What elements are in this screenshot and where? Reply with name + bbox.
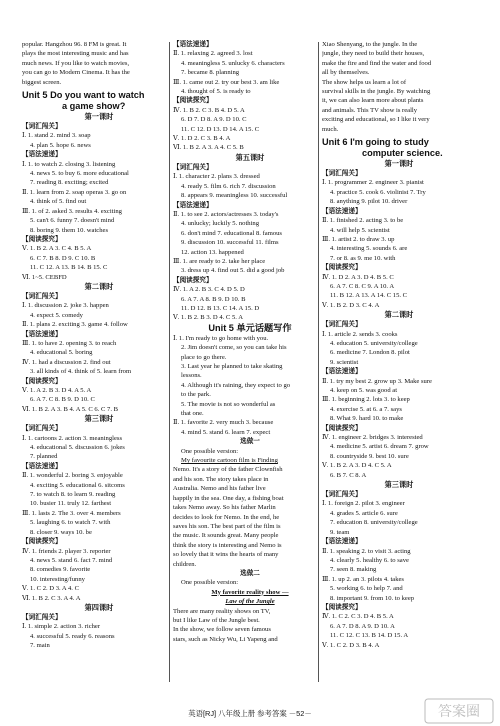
- answer-line: Ⅱ. 1. try my best 2. grow up 3. Make sure: [322, 377, 432, 385]
- answer-line-cont: 6. medicine 7. London 8. pilot: [330, 349, 410, 357]
- answer-line-cont: 11. C 12. A 13. B 14. B 15. C: [30, 264, 108, 272]
- intro-paragraph: [22, 40, 176, 87]
- answer-line-cont: 4. news 5. to buy 6. more educational: [30, 170, 129, 178]
- option-two-heading: 选做二: [240, 569, 260, 577]
- answer-line-cont: 6. D 7. D 8. A 9. D 10. C: [181, 116, 247, 124]
- essay2-body: [173, 607, 327, 645]
- section-tag: 【词汇闯关】: [22, 123, 62, 131]
- section-tag: 【语法速递】: [173, 41, 213, 48]
- answer-line: Ⅴ. 1. A 2. B 3. D 4. A 5. A: [22, 387, 92, 394]
- section-tag: 【语法速递】: [322, 538, 362, 546]
- answer-line: Ⅲ. 1. are ready to 2. take her place: [173, 257, 266, 265]
- answer-line-cont: 4. educational 5. discussion 6. jokes: [30, 444, 125, 452]
- answer-line: Ⅴ. 1. B 2. B 3. D 4. C 5. A: [173, 314, 243, 322]
- answer-line: Ⅴ. 1. B 2. A 3. D 4. C 5. A: [322, 462, 392, 470]
- answer-line: Ⅵ. 1. B 2. C 3. A 4. A: [22, 594, 81, 602]
- lesson4-answers: [22, 613, 176, 651]
- answer-line: Ⅳ. 1. A 2. B 3. C 4. D 5. D: [173, 286, 245, 294]
- answer-line-cont: 8. countryside 9. best 10. sure: [330, 452, 409, 460]
- answer-line: Ⅰ. 1. programmer 2. engineer 3. pianist: [322, 179, 424, 187]
- section-tag: 【阅读探究】: [22, 538, 62, 546]
- prose-line: There are many reality shows on TV,: [173, 607, 271, 615]
- answer-line: Ⅲ. 1. artist 2. to draw 3. up: [322, 235, 395, 243]
- page-footer: 英语[RJ] 八年级上册 参考答案 －52－: [188, 709, 312, 718]
- answer-line-cont: 4. medicine 5. artist 6. dream 7. grow: [330, 443, 429, 451]
- answer-line: Ⅳ. 1. had a discussion 2. find out: [22, 358, 111, 366]
- answer-line-cont: 6. A 7. D 8. A 9. D 10. A: [330, 622, 395, 630]
- lesson1-answers: [22, 122, 176, 282]
- prose-line: much news. If you like to watch movies,: [22, 59, 130, 67]
- answer-line-cont: 6. A 7. C 8. B 9. D 10. C: [30, 396, 95, 404]
- answer-line-cont: 2. Jim doesn't come, so you can take his: [181, 344, 287, 352]
- answer-line-cont: place to go there.: [181, 353, 227, 361]
- writing-answers: [173, 334, 327, 437]
- answer-line-cont: 6. don't mind 7. educational 8. famous: [181, 229, 282, 237]
- prose-line: The show helps us learn a lot of: [322, 78, 407, 86]
- answer-line: Ⅲ. 1. beginning 2. lots 3. to keep: [322, 396, 410, 404]
- answer-line-cont: 7. main: [30, 642, 50, 650]
- answer-line: Ⅰ. 1. character 2. plans 3. dressed: [173, 173, 260, 181]
- watermark-text: 答案圈: [438, 704, 480, 720]
- answer-line-cont: 4. thought of 5. is ready to: [181, 88, 251, 96]
- answer-line-cont: 8. closer 9. ways 10. be: [30, 528, 92, 536]
- section-tag: 【语法速递】: [173, 201, 213, 209]
- answer-line-cont: 7. education 8. university/college: [330, 519, 418, 527]
- section-tag: 【词汇闯关】: [322, 491, 362, 499]
- answer-line: Ⅰ. 1. to watch 2. closing 3. listening: [22, 160, 116, 168]
- column-left: [22, 40, 176, 651]
- section-tag: 【阅读探究】: [22, 377, 62, 385]
- lesson-heading: 第四课时: [84, 602, 114, 612]
- answer-line: Ⅴ. 1. B 2. A 3. C 4. B 5. A: [22, 245, 92, 253]
- answer-line-cont: 4. grades 5. article 6. sure: [330, 509, 398, 517]
- prose-line: jungle, they need to build their houses,: [322, 50, 425, 58]
- lesson-heading: 第二课时: [384, 310, 414, 320]
- section-tag: 【词汇闯关】: [322, 321, 362, 329]
- answer-line: Ⅲ. 1. came out 2. try our best 3. am like: [173, 78, 280, 86]
- column-divider: [318, 42, 319, 682]
- u6-lesson1-answers: [322, 169, 476, 310]
- answer-line-cont: 7. reading 8. exciting; excited: [30, 179, 109, 187]
- answer-line-cont: 4. keep on 5. was good at: [330, 387, 398, 394]
- section-tag: 【阅读探究】: [322, 424, 362, 432]
- prose-line: happily in the sea. One day, a fishing boat: [173, 494, 284, 502]
- answer-line-cont: 11. C 12. D 13. D 14. A 15. C: [181, 125, 260, 133]
- answer-line: Ⅴ. 1. D 2. C 3. B 4. A: [173, 135, 231, 143]
- u6-lesson2-answers: [322, 320, 476, 480]
- section-tag: 【语法速递】: [322, 368, 362, 376]
- prose-line: plays the most interesting music and has: [22, 50, 129, 58]
- prose-line: In the show, we follow seven famous: [173, 626, 271, 634]
- answer-line: Ⅱ. 1. wonderful 2. boring 3. enjoyable: [22, 472, 123, 480]
- answer-line-cont: 3. all kinds of 4. think of 5. learn from: [30, 368, 132, 376]
- unit5-title-line2: a game show?: [62, 101, 126, 112]
- answer-line: Ⅴ. 1. C 2. D 3. B 4. A: [322, 641, 380, 649]
- answer-line-cont: 9. team: [330, 528, 350, 536]
- answer-line: Ⅰ. 1. article 2. sends 3. cooks: [322, 330, 398, 338]
- answer-line-cont: 4. mind 5. stand 6. learn 7. expect: [181, 428, 271, 436]
- lesson-heading: 第一课时: [84, 112, 114, 122]
- lesson-heading: 第三课时: [384, 480, 414, 490]
- answer-line: Ⅵ. 1. B 2. A 3. A 4. C 5. B: [173, 144, 244, 152]
- answer-line-cont: 4. expect 5. comedy: [30, 311, 83, 319]
- section-tag: 【词汇闯关】: [173, 163, 213, 171]
- section-tag: 【阅读探究】: [322, 264, 362, 272]
- answer-line: Ⅳ. 1. C 2. C 3. D 4. B 5. A: [322, 613, 394, 621]
- lesson-heading: 第二课时: [84, 281, 114, 291]
- prose-line: much.: [322, 125, 339, 133]
- section-tag: 【语法速递】: [22, 330, 62, 338]
- column-divider: [169, 42, 170, 682]
- answer-line: Ⅲ. 1. to have 2. opening 3. to reach: [22, 339, 117, 347]
- prose-line: Nemo. It's a story of the father Clownfish: [173, 466, 283, 474]
- prose-line: survival skills in the jungle. By watching: [322, 88, 431, 96]
- answer-line-cont: 8. comedies 9. favorite: [30, 566, 91, 574]
- lesson-heading: 第一课时: [384, 159, 414, 169]
- answer-line-cont: 8. boring 9. them 10. watches: [30, 226, 109, 234]
- answer-line: Ⅱ. 1. learn from 2. soap operas 3. go on: [22, 188, 127, 196]
- answer-line-cont: 5. can't 6. funny 7. doesn't mind: [30, 217, 115, 225]
- answer-line-cont: 4. exercise 5. at 6. a 7. says: [330, 405, 402, 413]
- answer-line-cont: 6. B 7. C 8. A: [330, 471, 367, 479]
- answer-line-cont: lessons.: [181, 372, 202, 380]
- answer-line: Ⅳ. 1. engineer 2. bridges 3. interested: [322, 434, 423, 442]
- section-tag: 【阅读探究】: [173, 97, 213, 105]
- section-tag: 【词汇闯关】: [22, 292, 62, 300]
- unit5-title: Unit 5 Do you want to watch: [22, 90, 145, 101]
- answer-line-cont: 8. important 9. from 10. to keep: [330, 594, 415, 602]
- answer-line-cont: 4. plan 5. hope 6. news: [30, 141, 91, 149]
- lesson-heading: 第三课时: [84, 414, 114, 424]
- prose-line: all by themselves.: [322, 69, 370, 77]
- answer-line-cont: 6. A 7. A 8. B 9. D 10. B: [181, 295, 246, 303]
- lesson3-answers: [22, 424, 176, 603]
- prose-line: decides to look for Nemo. In the end, he: [173, 513, 280, 521]
- answer-line-cont: 6. C 7. B 8. D 9. C 10. B: [30, 254, 96, 262]
- answer-line-cont: 4. news 5. stand 6. fact 7. mind: [30, 556, 113, 564]
- answer-line: Ⅱ. 1. relaxing 2. agreed 3. lost: [173, 50, 253, 58]
- answer-line-cont: 5. working 6. to help 7. and: [330, 585, 403, 593]
- essay1-title-line: My favourite cartoon film is Finding: [181, 457, 278, 465]
- answer-line: Ⅲ. 1. up 2. an 3. pilots 4. takes: [322, 575, 404, 583]
- answer-line-cont: 11. D 12. B 13. C 14. A 15. D: [181, 304, 260, 312]
- prose-line: think the story is interesting and Nemo is: [173, 541, 282, 549]
- answer-line-cont: 8. anything 9. pilot 10. driver: [330, 198, 408, 206]
- answer-line: Ⅰ. 1. I'm ready to go home with you.: [173, 334, 269, 342]
- answer-line: Ⅱ. 1. to see 2. actors/actresses 3. today's: [173, 210, 279, 218]
- essay2-body-cont: [322, 40, 476, 134]
- sample-label: One possible version:: [181, 447, 239, 455]
- answer-line-cont: 8. What 9. hard 10. to make: [330, 415, 404, 423]
- answer-line: Ⅳ. 1. B 2. C 3. B 4. D 5. A: [173, 106, 245, 114]
- answer-line-cont: 7. seen 8. making: [330, 566, 377, 574]
- section-tag: 【阅读探究】: [173, 276, 213, 284]
- answer-line-cont: that one.: [181, 410, 204, 418]
- prose-line: children.: [173, 560, 197, 568]
- prose-line: Xiao Shenyang, to the jungle. In the: [322, 41, 418, 48]
- section-tag: 【语法速递】: [22, 151, 62, 159]
- answer-line: Ⅰ. 1. simple 2. action 3. richer: [22, 623, 101, 631]
- section-tag: 【阅读探究】: [22, 235, 62, 243]
- prose-line: stars, such as Nicky Wu, Li Yapeng and: [173, 635, 278, 643]
- answer-line-cont: 4. exciting 5. educational 6. sitcoms: [30, 481, 125, 489]
- answer-line-cont: 7. or 8. as 9. me 10. with: [330, 254, 396, 262]
- option-one-heading: 选做一: [240, 438, 260, 446]
- answer-line-cont: 5. laughing 6. to watch 7. with: [30, 519, 111, 527]
- answer-line-cont: 11. B 12. A 13. A 14. C 15. C: [330, 292, 408, 300]
- answer-line: Ⅲ. 1. of 2. asked 3. results 4. exciting: [22, 207, 122, 215]
- answer-line: Ⅰ. 1. foreign 2. pilot 3. engineer: [322, 500, 405, 508]
- answer-line: Ⅲ. 1. lasts 2. The 3. over 4. members: [22, 509, 121, 517]
- answer-line-cont: 4. successful 5. ready 6. reasons: [30, 632, 115, 640]
- prose-line: but I like Law of the Jungle best.: [173, 616, 260, 624]
- section-tag: 【语法速递】: [322, 207, 362, 215]
- answer-line: Ⅳ. 1. D 2. A 3. D 4. B 5. C: [322, 273, 394, 281]
- answer-line-cont: 4. Although it's raining, they expect to go: [181, 381, 291, 389]
- answer-line-cont: 6. A 7. C 8. C 9. A 10. A: [330, 282, 395, 290]
- unit6-title: Unit 6 I'm going to study: [322, 137, 429, 148]
- essay2-title-line2: Law of the Jungle: [225, 598, 275, 606]
- lesson5-answers: [173, 163, 327, 323]
- answer-line-cont: 7. planned: [30, 453, 58, 461]
- answer-line-cont: 3. Last year he planned to take skating: [181, 363, 283, 370]
- answer-line-cont: to the park.: [181, 391, 211, 399]
- prose-line: Australia. Nemo and his father live: [173, 485, 266, 493]
- answer-line-cont: 5. The movie is not so wonderful as: [181, 400, 276, 408]
- answer-line: Ⅱ. 1. plans 2. exciting 3. game 4. follow: [22, 321, 128, 329]
- answer-line: Ⅱ. 1. favorite 2. very much 3. because: [173, 419, 274, 427]
- prose-line: popular. Hangzhou 96. 8 FM is great. It: [22, 41, 127, 48]
- lesson2-answers: [22, 292, 176, 414]
- answer-line-cont: 3. dress up 4. find out 5. did a good job: [181, 267, 285, 275]
- answer-line-cont: 10. interesting/funny: [30, 575, 85, 583]
- prose-line: and animals. This TV show is really: [322, 106, 418, 114]
- section-tag: 【词汇闯关】: [22, 425, 62, 433]
- answer-line-cont: 4. will help 5. scientist: [330, 226, 390, 234]
- answer-line: Ⅵ. 1~5. CEBFD: [22, 273, 67, 281]
- answer-line-cont: 4. unlucky; luckily 5. nothing: [181, 220, 260, 228]
- answer-line-cont: 9. scientist: [330, 358, 359, 366]
- section-tag: 【词汇闯关】: [22, 613, 62, 621]
- u6-lesson3-answers: [322, 490, 476, 650]
- prose-line: it, we can also learn more about plants: [322, 97, 424, 105]
- prose-line: saves his son. The best part of the film is: [173, 522, 281, 530]
- answer-line-cont: 9. discussion 10. successful 11. films: [181, 239, 279, 247]
- answer-line-cont: 4. education 5. university/college: [330, 339, 418, 347]
- answer-line-cont: 10. busier 11. truly 12. farthest: [30, 500, 112, 508]
- lesson4-answers-cont: [173, 40, 327, 153]
- answer-line-cont: 4. think of 5. find out: [30, 198, 87, 206]
- sample-label: One possible version:: [181, 579, 239, 587]
- watermark-logo: [424, 698, 494, 724]
- answer-line: Ⅵ. 1. B 2. A 3. B 4. A 5. C 6. C 7. B: [22, 405, 119, 413]
- prose-line: takes Nemo away. So his father Marlin: [173, 504, 276, 512]
- answer-line: Ⅰ. 1. cartoons 2. action 3. meaningless: [22, 434, 123, 442]
- answer-line: Ⅰ. 1. discussion 2. joke 3. happen: [22, 302, 109, 310]
- answer-line-cont: 12. action 13. happened: [181, 248, 244, 256]
- answer-line-cont: 4. ready 5. film 6. rich 7. discussion: [181, 182, 276, 190]
- answer-line-cont: 4. educational 5. boring: [30, 349, 93, 357]
- answer-line: Ⅱ. 1. finished 2. acting 3. to be: [322, 217, 404, 225]
- answer-line: Ⅳ. 1. friends 2. player 3. reporter: [22, 547, 111, 555]
- prose-line: the music. It sounds great. Many people: [173, 532, 279, 540]
- prose-line: so lovely that it wins the hearts of many: [173, 551, 279, 559]
- column-middle: [173, 40, 327, 644]
- lesson-heading: 第五课时: [235, 152, 265, 162]
- prose-line: biggest screen.: [22, 78, 62, 86]
- answer-line: Ⅰ. 1. stand 2. mind 3. soap: [22, 132, 91, 140]
- essay1-body: [173, 465, 327, 568]
- section-tag: 【语法速递】: [22, 462, 62, 470]
- section-tag: 【阅读探究】: [322, 603, 362, 611]
- unit5-writing-title: Unit 5 单元话题写作: [208, 322, 292, 333]
- answer-line-cont: 7. to watch 8. to learn 9. reading: [30, 491, 116, 499]
- prose-line: and his son. The story takes place in: [173, 475, 269, 483]
- answer-line: Ⅴ. 1. C 2. D 3. A 4. C: [22, 585, 79, 593]
- answer-line-cont: 8. appears 9. meaningless 10. successful: [181, 192, 288, 200]
- answer-line-cont: 4. meaningless 5. unlucky 6. characters: [181, 59, 285, 67]
- prose-line: you can go to Modern Cinema. It has the: [22, 69, 130, 77]
- essay2-title: My favorite reality show —: [211, 588, 289, 596]
- unit6-title-line2: computer science.: [362, 148, 443, 159]
- answer-line-cont: 4. practice 5. cook 6. violinist 7. Try: [330, 188, 426, 196]
- answer-line-cont: 4. clearly 5. healthy 6. to save: [330, 556, 409, 564]
- section-tag: 【词汇闯关】: [322, 170, 362, 178]
- answer-line: Ⅴ. 1. B 2. D 3. C 4. A: [322, 301, 380, 309]
- answer-line-cont: 7. became 8. planning: [181, 69, 240, 77]
- answer-line-cont: 4. interesting 5. sounds 6. are: [330, 245, 408, 253]
- answer-line-cont: 11. C 12. C 13. B 14. D 15. A: [330, 632, 409, 640]
- prose-line: make the fire and find the water and food: [322, 59, 432, 67]
- prose-line: exciting and educational, so I like it very: [322, 116, 430, 124]
- answer-line: Ⅱ. 1. speaking 2. to visit 3. acting: [322, 547, 411, 555]
- column-right: [322, 40, 476, 650]
